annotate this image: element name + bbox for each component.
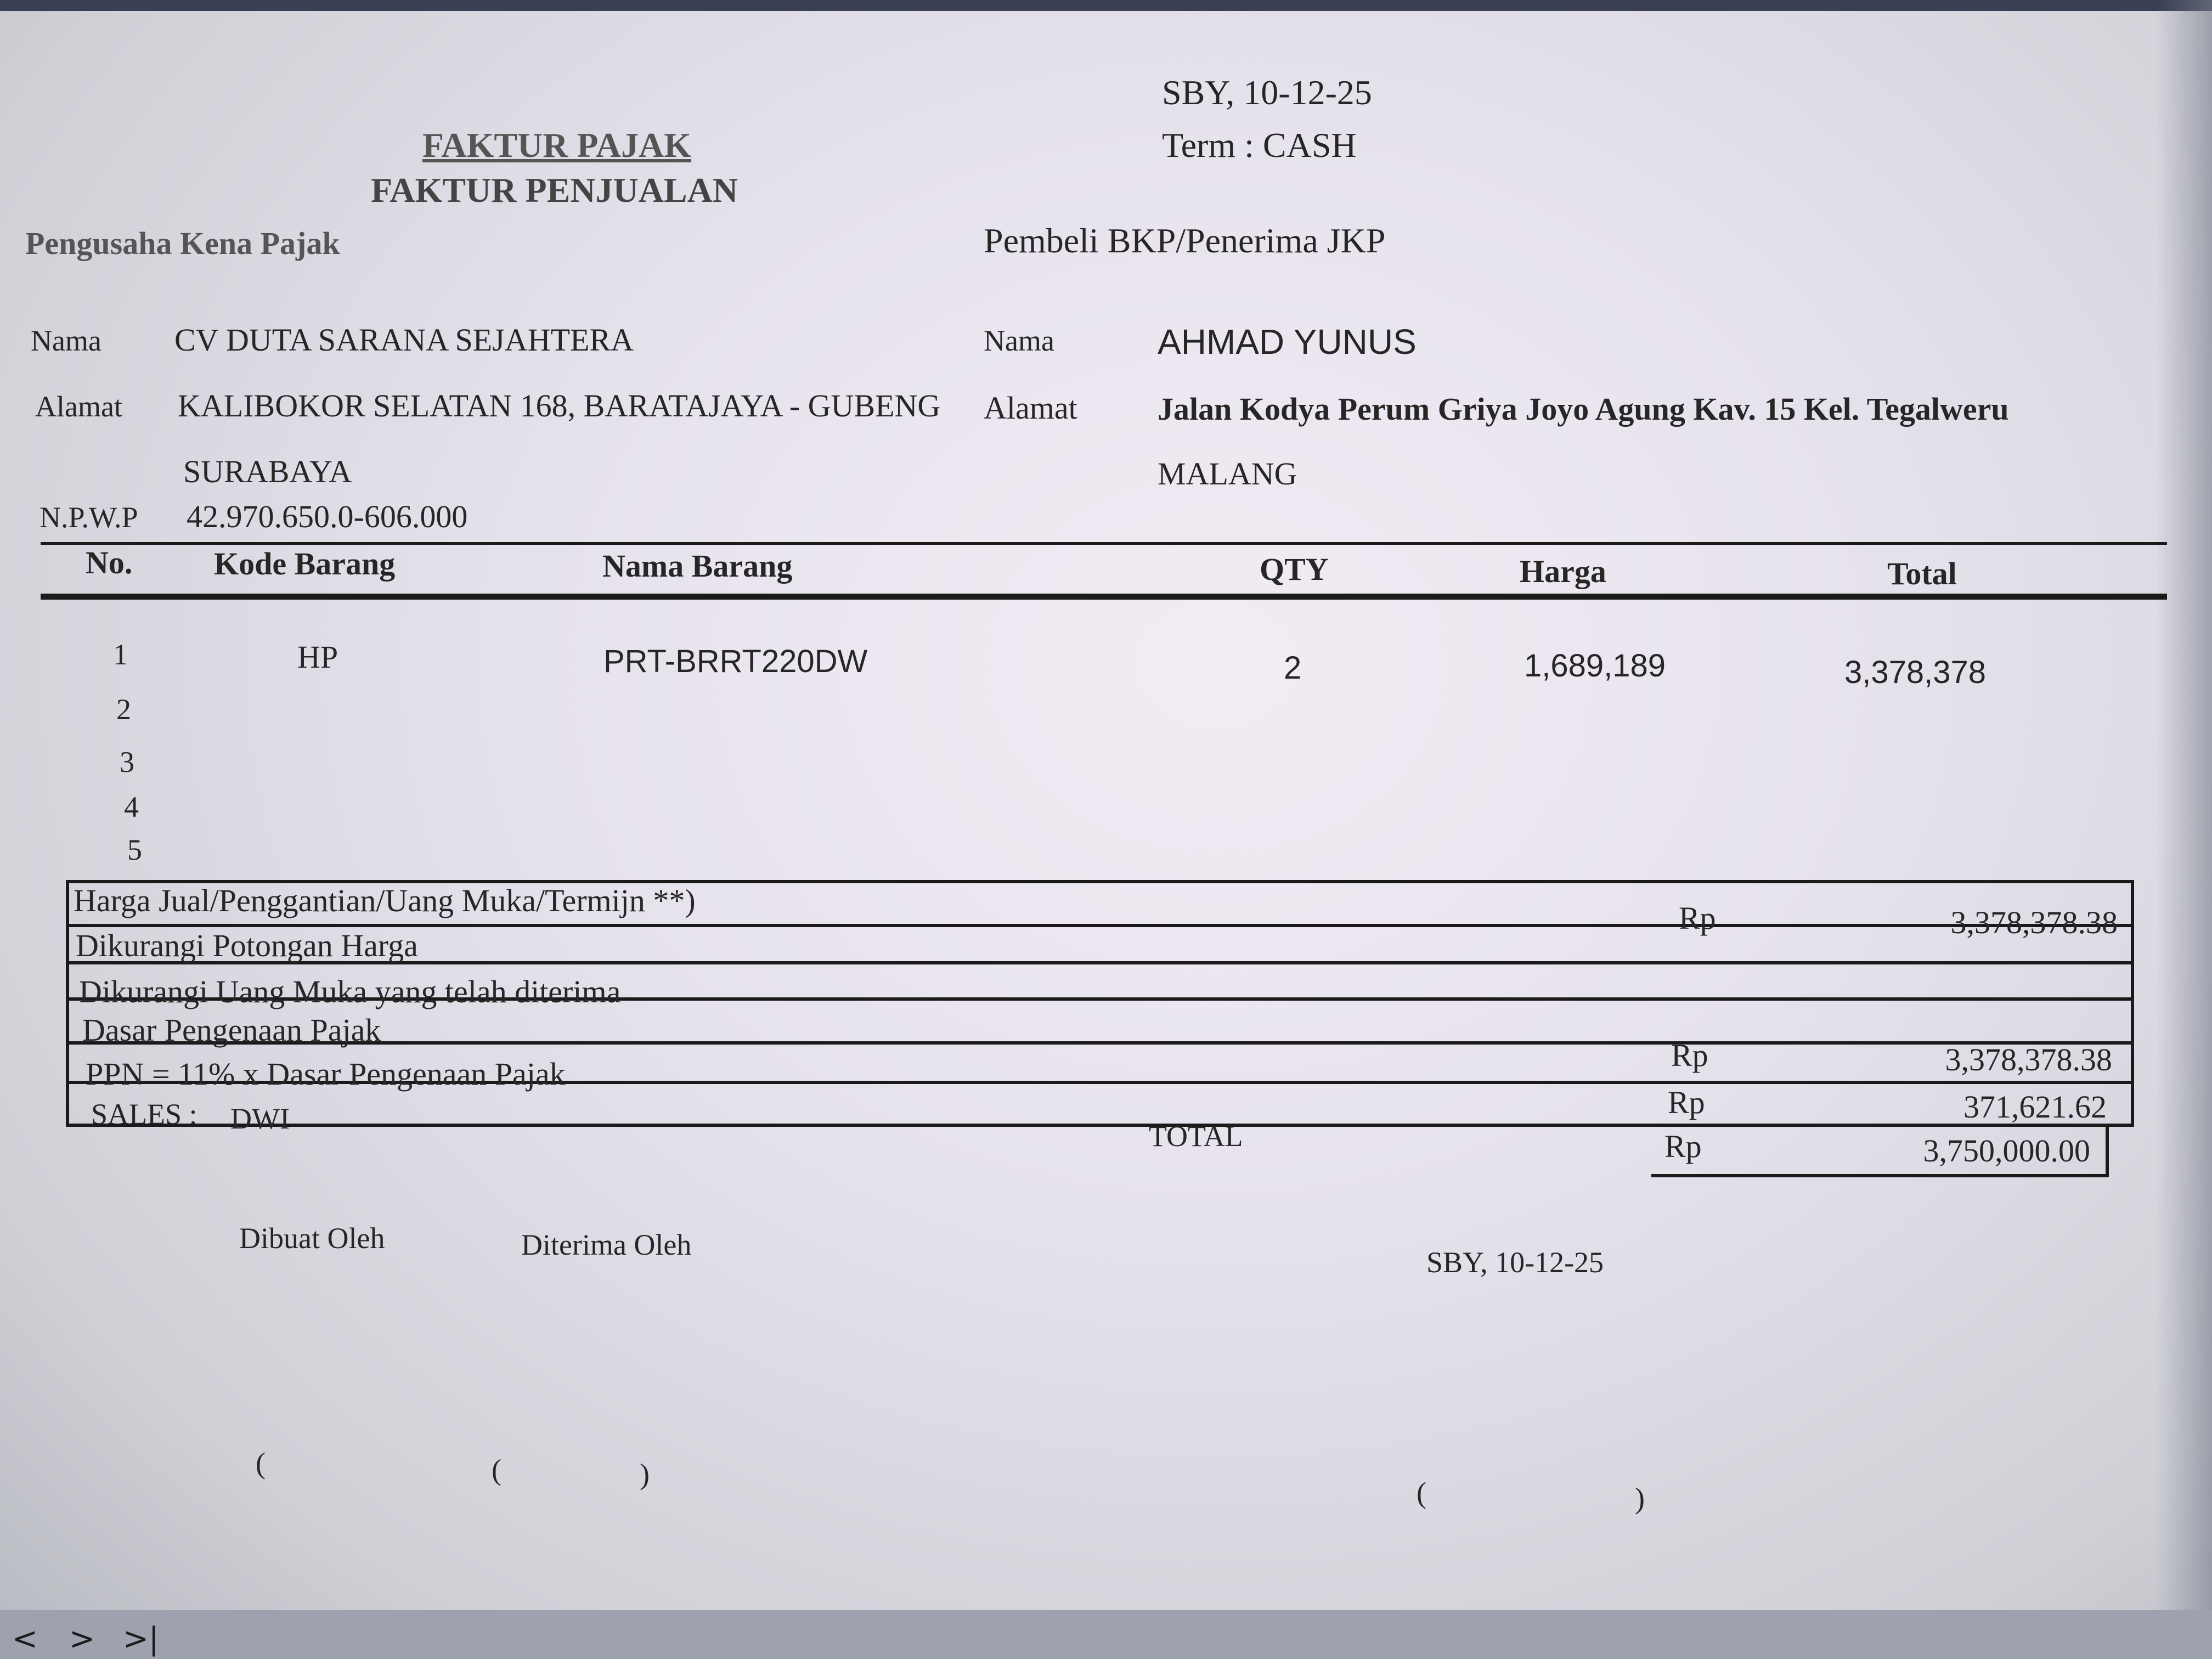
- seller-heading: Pengusaha Kena Pajak: [25, 225, 340, 261]
- col-header-harga: Harga: [1520, 554, 1606, 589]
- signature-paren-close: ): [1635, 1482, 1645, 1515]
- row-no: 1: [113, 638, 128, 671]
- dibuat-oleh-label: Dibuat Oleh: [239, 1222, 385, 1255]
- seller-address-line2: SURABAYA: [183, 454, 352, 489]
- total-label: TOTAL: [1149, 1120, 1243, 1153]
- row-harga: 1,689,189: [1524, 648, 1666, 684]
- ppn-value: 371,621.62: [1963, 1089, 2107, 1125]
- row-no: 3: [120, 746, 134, 778]
- col-header-total: Total: [1887, 556, 1957, 591]
- npwp-value: 42.970.650.0-606.000: [187, 499, 468, 534]
- uang-muka-label: Dikurangi Uang Muka yang telah diterima: [79, 974, 621, 1009]
- total-currency: Rp: [1664, 1128, 1702, 1164]
- diterima-oleh-label: Diterima Oleh: [521, 1228, 692, 1261]
- title-faktur-pajak: FAKTUR PAJAK: [422, 126, 692, 165]
- dpp-currency: Rp: [1671, 1037, 1708, 1073]
- buyer-name-label: Nama: [984, 324, 1054, 357]
- prev-page-button[interactable]: <: [12, 1621, 38, 1657]
- buyer-address-line1: Jalan Kodya Perum Griya Joyo Agung Kav. 15 Kel. Tegalweru: [1158, 391, 2009, 427]
- signature-paren-open: (: [256, 1447, 266, 1480]
- harga-jual-value: 3,378,378.38: [1950, 905, 2118, 940]
- viewer-bottom-bar: [0, 1610, 2212, 1659]
- dpp-value: 3,378,378.38: [1945, 1042, 2112, 1077]
- ppn-currency: Rp: [1668, 1085, 1705, 1120]
- harga-jual-currency: Rp: [1679, 900, 1716, 936]
- screen-top-edge: [0, 0, 2212, 11]
- signature-paren-open: (: [492, 1453, 501, 1486]
- col-header-qty: QTY: [1260, 551, 1329, 587]
- title-faktur-penjualan: FAKTUR PENJUALAN: [371, 171, 738, 210]
- buyer-name: AHMAD YUNUS: [1158, 322, 1417, 362]
- potongan-label: Dikurangi Potongan Harga: [76, 928, 418, 963]
- total-value: 3,750,000.00: [1923, 1133, 2090, 1169]
- seller-address-label: Alamat: [35, 390, 122, 423]
- seller-address-line1: KALIBOKOR SELATAN 168, BARATAJAYA - GUBENG: [178, 388, 941, 424]
- next-page-button[interactable]: >: [69, 1621, 95, 1657]
- signature-paren-close: ): [640, 1458, 650, 1491]
- row-kode: HP: [297, 639, 338, 675]
- sales-value: DWI: [230, 1102, 290, 1135]
- buyer-address-line2: MALANG: [1158, 456, 1297, 492]
- col-header-no: No.: [86, 545, 133, 580]
- signature-paren-open: (: [1417, 1476, 1426, 1509]
- row-no: 2: [116, 693, 131, 726]
- seller-name-label: Nama: [31, 324, 101, 357]
- last-page-button[interactable]: >|: [123, 1621, 159, 1657]
- row-qty: 2: [1284, 650, 1302, 686]
- sales-label: SALES :: [91, 1098, 198, 1131]
- row-nama: PRT-BRRT220DW: [603, 644, 868, 679]
- dpp-label: Dasar Pengenaan Pajak: [82, 1012, 381, 1048]
- harga-jual-label: Harga Jual/Penggantian/Uang Muka/Termijn **): [74, 883, 696, 918]
- table-header-rule: [41, 594, 2167, 600]
- row-total: 3,378,378: [1844, 654, 1987, 690]
- buyer-address-label: Alamat: [984, 390, 1077, 426]
- payment-term: Term : CASH: [1162, 126, 1357, 165]
- seller-name: CV DUTA SARANA SEJAHTERA: [174, 322, 634, 358]
- col-header-kode-barang: Kode Barang: [214, 546, 396, 582]
- ppn-label: PPN = 11% x Dasar Pengenaan Pajak: [86, 1056, 566, 1092]
- col-header-nama-barang: Nama Barang: [602, 548, 793, 584]
- npwp-label: N.P.W.P: [40, 501, 138, 534]
- screen-right-edge: [2156, 0, 2212, 1659]
- invoice-date: SBY, 10-12-25: [1162, 73, 1372, 112]
- row-no: 5: [127, 833, 142, 866]
- buyer-heading: Pembeli BKP/Penerima JKP: [984, 221, 1386, 260]
- signature-place-date: SBY, 10-12-25: [1426, 1246, 1604, 1279]
- row-no: 4: [124, 791, 139, 823]
- table-top-rule: [41, 542, 2167, 545]
